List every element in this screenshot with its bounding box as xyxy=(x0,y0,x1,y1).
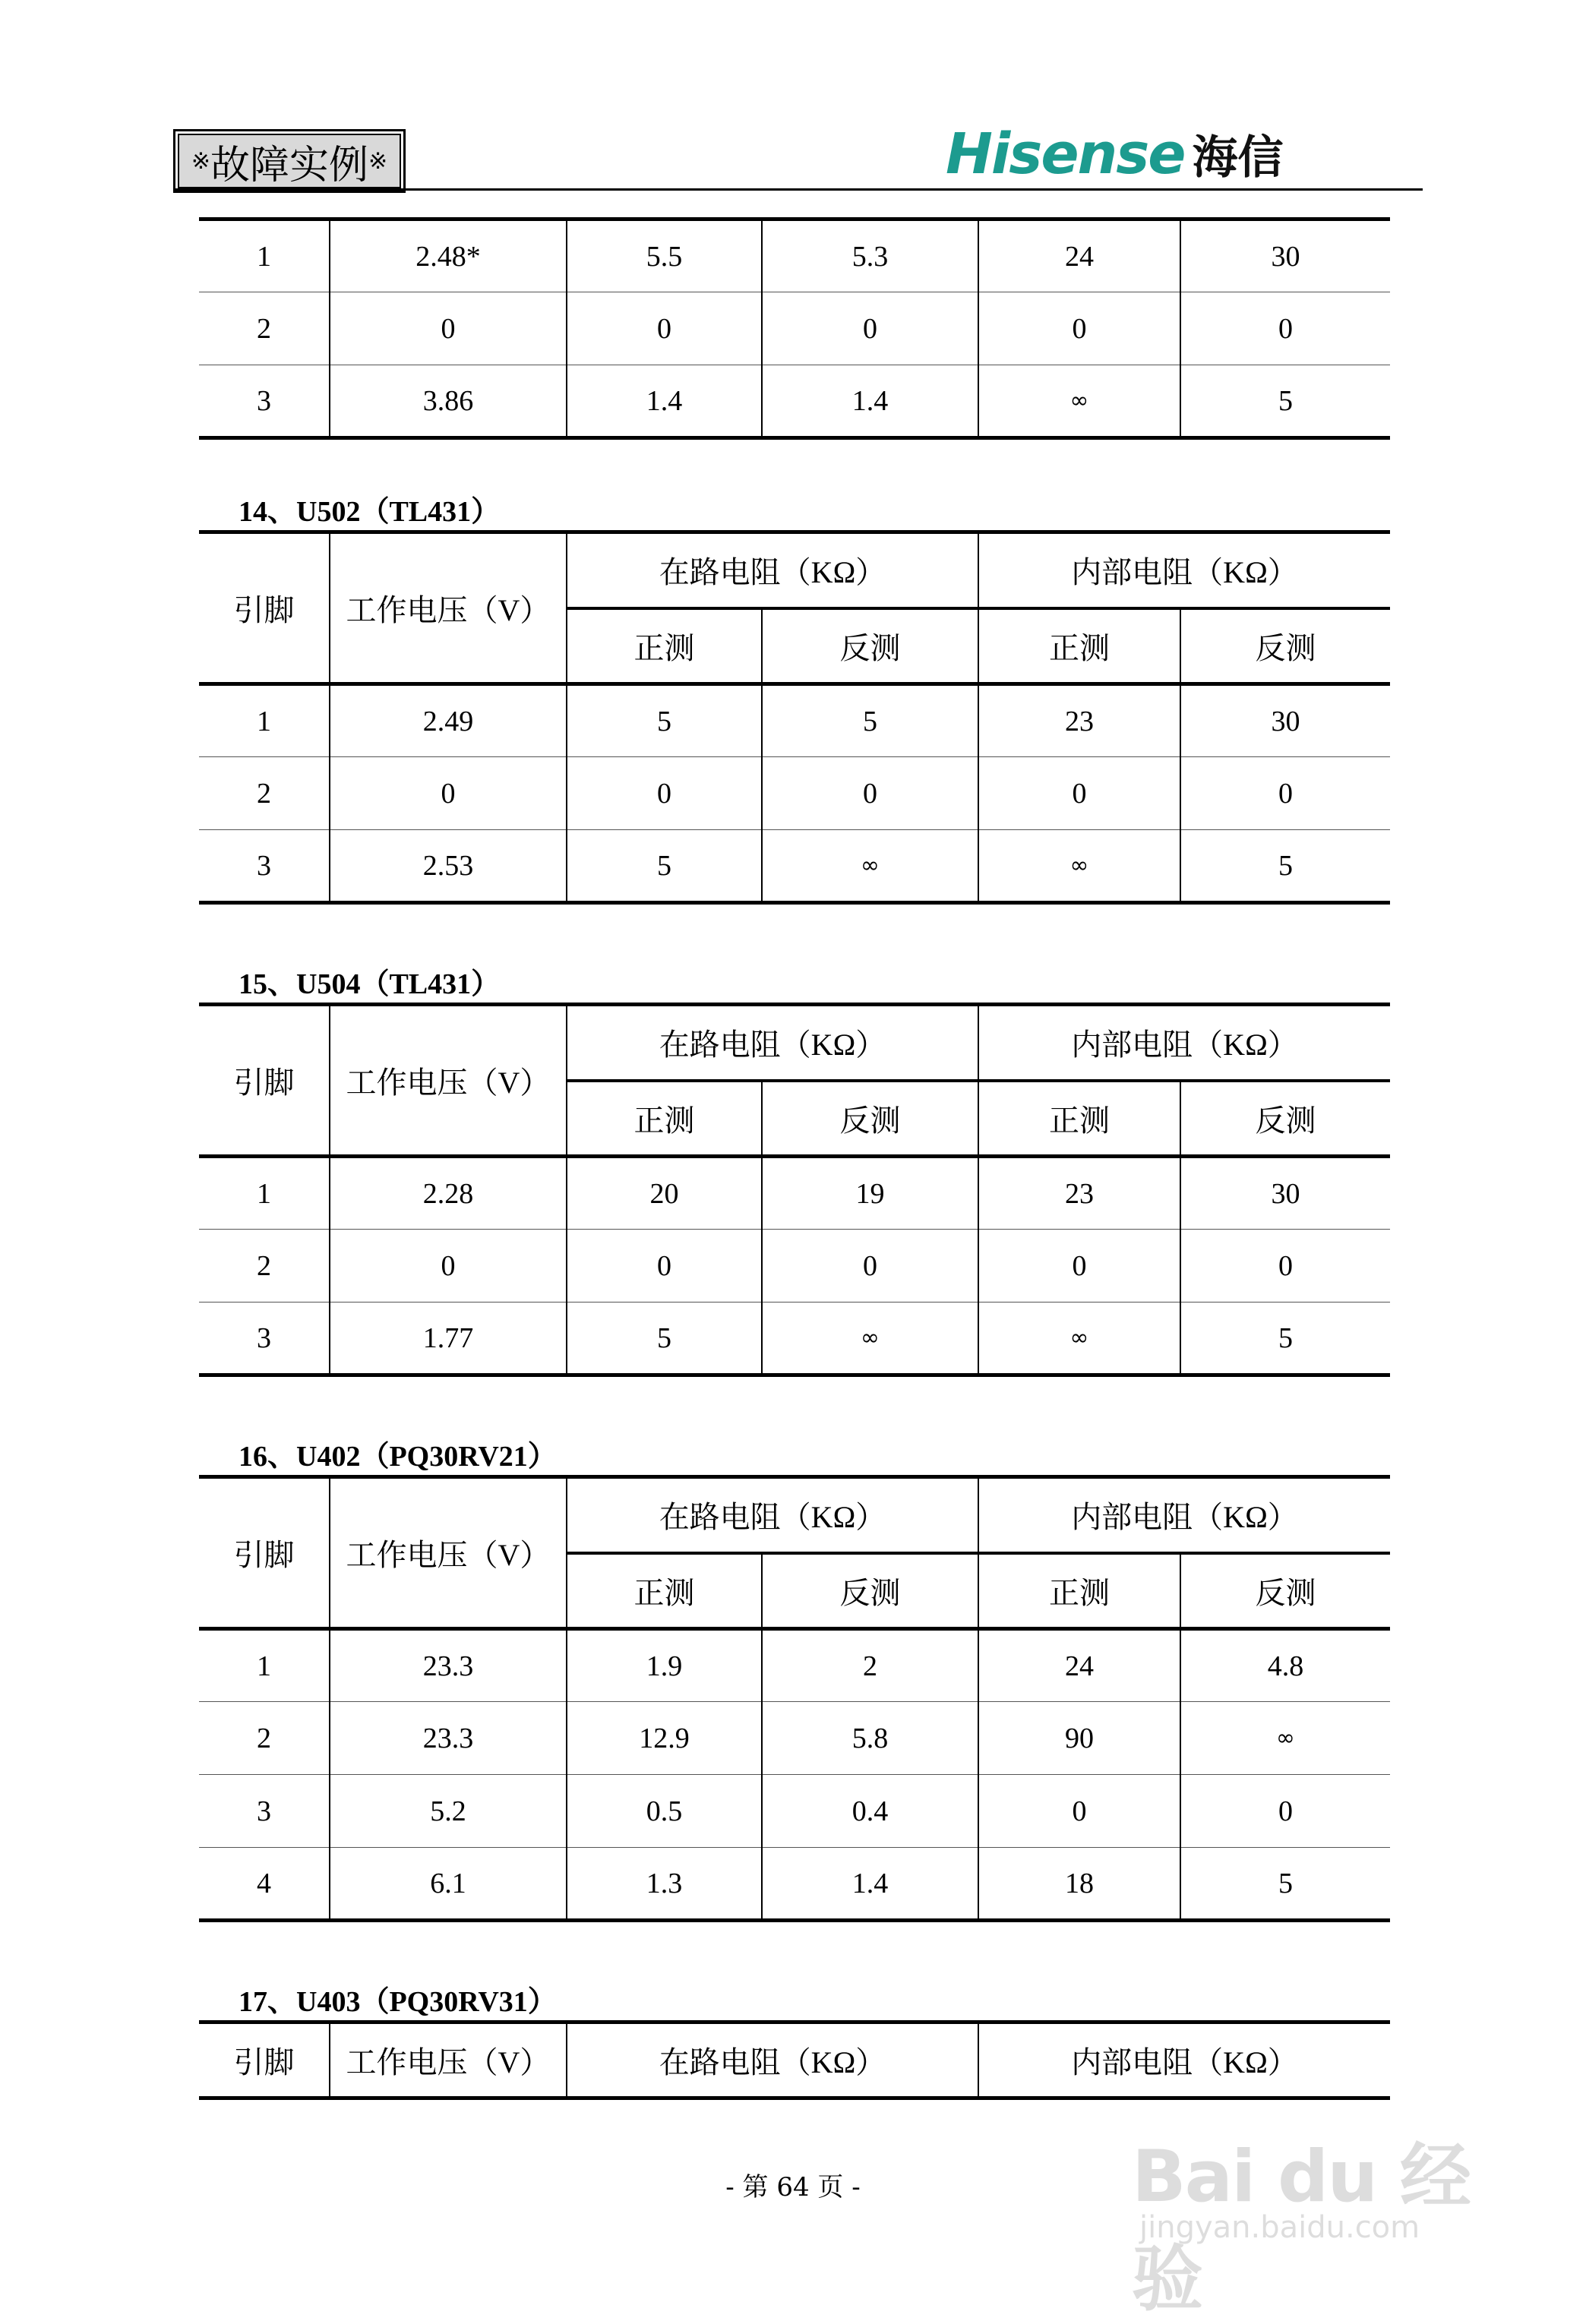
cell-inline-reverse: 5 xyxy=(762,684,978,757)
watermark-brand: Bai du 经验 xyxy=(1132,2136,1470,2321)
cell-inline-forward: 0.5 xyxy=(567,1775,762,1848)
cell-inline-forward: 1.4 xyxy=(567,365,762,438)
cell-inline-forward: 5 xyxy=(567,684,762,757)
logo-cjk: 海信 xyxy=(1192,131,1284,185)
cell-pin: 1 xyxy=(199,219,330,292)
header-voltage: 工作电压（V） xyxy=(330,1477,567,1629)
cell-internal-forward: ∞ xyxy=(978,365,1180,438)
cell-internal-reverse: 4.8 xyxy=(1180,1629,1390,1702)
header-row xyxy=(199,532,1390,608)
header-row xyxy=(199,2022,1390,2098)
table-row xyxy=(199,1775,1390,1848)
measurement-table xyxy=(199,2020,1390,2100)
measurement-table xyxy=(199,1003,1390,1377)
header-pin: 引脚 xyxy=(199,532,330,684)
cell-inline-forward: 0 xyxy=(567,757,762,830)
cell-internal-forward: ∞ xyxy=(978,1303,1180,1375)
baidu-watermark xyxy=(1132,2104,1489,2321)
cell-internal-forward: 0 xyxy=(978,1775,1180,1848)
section-title: 14、U502（TL431） xyxy=(239,496,501,528)
header-forward: 正测 xyxy=(567,1081,762,1157)
fault-example-tag xyxy=(173,129,406,193)
cell-inline-reverse: 0 xyxy=(762,1230,978,1303)
table-row xyxy=(199,1230,1390,1303)
header-inline-resistance: 在路电阻（KΩ） xyxy=(567,532,978,608)
hisense-logo xyxy=(946,122,1284,187)
cell-inline-reverse: 0 xyxy=(762,757,978,830)
cell-internal-reverse: 0 xyxy=(1180,1775,1390,1848)
header-reverse: 反测 xyxy=(1180,608,1390,684)
cell-internal-forward: 90 xyxy=(978,1702,1180,1775)
cell-inline-forward: 0 xyxy=(567,292,762,365)
header-forward: 正测 xyxy=(567,1553,762,1629)
cell-internal-reverse: 5 xyxy=(1180,1848,1390,1921)
cell-internal-reverse: 30 xyxy=(1180,1157,1390,1230)
section-u403 xyxy=(199,1984,1390,2100)
cell-inline-forward: 1.3 xyxy=(567,1848,762,1921)
cell-pin: 1 xyxy=(199,684,330,757)
page-number: - 第 64 页 - xyxy=(725,2172,861,2202)
header-forward: 正测 xyxy=(978,608,1180,684)
cell-inline-forward: 5 xyxy=(567,1303,762,1375)
cell-voltage: 5.2 xyxy=(330,1775,567,1848)
cell-voltage: 23.3 xyxy=(330,1629,567,1702)
table-row xyxy=(199,1702,1390,1775)
section-u402 xyxy=(199,1438,1390,1922)
cell-internal-forward: 23 xyxy=(978,1157,1180,1230)
header-row xyxy=(199,1477,1390,1553)
header-internal-resistance: 内部电阻（KΩ） xyxy=(978,2022,1390,2098)
cell-inline-forward: 5 xyxy=(567,830,762,903)
table-row xyxy=(199,365,1390,438)
header-voltage: 工作电压（V） xyxy=(330,2022,567,2098)
cell-internal-reverse: ∞ xyxy=(1180,1702,1390,1775)
cell-voltage: 0 xyxy=(330,757,567,830)
cell-internal-forward: 18 xyxy=(978,1848,1180,1921)
section-u502 xyxy=(199,494,1390,905)
header-inline-resistance: 在路电阻（KΩ） xyxy=(567,1005,978,1081)
table-row xyxy=(199,1157,1390,1230)
header-row xyxy=(199,1005,1390,1081)
header-reverse: 反测 xyxy=(1180,1081,1390,1157)
cell-inline-reverse: 0 xyxy=(762,292,978,365)
header-internal-resistance: 内部电阻（KΩ） xyxy=(978,1005,1390,1081)
section-title: 16、U402（PQ30RV21） xyxy=(239,1441,557,1473)
cell-voltage: 23.3 xyxy=(330,1702,567,1775)
section-u504 xyxy=(199,966,1390,1377)
cell-inline-forward: 20 xyxy=(567,1157,762,1230)
table-row xyxy=(199,1303,1390,1375)
cell-pin: 3 xyxy=(199,365,330,438)
header-reverse: 反测 xyxy=(762,608,978,684)
cell-pin: 2 xyxy=(199,292,330,365)
cell-voltage: 0 xyxy=(330,1230,567,1303)
watermark-url: jingyan.baidu.com xyxy=(1139,2210,1420,2245)
section-continued xyxy=(199,217,1390,440)
logo-latin: Hisense xyxy=(946,122,1185,187)
cell-internal-reverse: 5 xyxy=(1180,830,1390,903)
reference-mark-icon: ※ xyxy=(191,147,210,175)
tag-text: 故障实例 xyxy=(210,142,368,188)
cell-inline-reverse: ∞ xyxy=(762,830,978,903)
cell-inline-reverse: 0.4 xyxy=(762,1775,978,1848)
header-internal-resistance: 内部电阻（KΩ） xyxy=(978,532,1390,608)
cell-pin: 3 xyxy=(199,1775,330,1848)
table-row xyxy=(199,219,1390,292)
cell-inline-forward: 1.9 xyxy=(567,1629,762,1702)
cell-internal-forward: 24 xyxy=(978,1629,1180,1702)
table-row xyxy=(199,292,1390,365)
table-row xyxy=(199,1848,1390,1921)
cell-inline-reverse: 5.3 xyxy=(762,219,978,292)
cell-inline-reverse: ∞ xyxy=(762,1303,978,1375)
header-inline-resistance: 在路电阻（KΩ） xyxy=(567,2022,978,2098)
header-reverse: 反测 xyxy=(762,1553,978,1629)
cell-inline-forward: 12.9 xyxy=(567,1702,762,1775)
cell-internal-forward: 0 xyxy=(978,1230,1180,1303)
table-row xyxy=(199,684,1390,757)
cell-pin: 1 xyxy=(199,1629,330,1702)
cell-pin: 4 xyxy=(199,1848,330,1921)
cell-internal-forward: 0 xyxy=(978,292,1180,365)
cell-pin: 3 xyxy=(199,830,330,903)
cell-internal-reverse: 5 xyxy=(1180,1303,1390,1375)
header-reverse: 反测 xyxy=(762,1081,978,1157)
header-voltage: 工作电压（V） xyxy=(330,1005,567,1157)
cell-internal-forward: 24 xyxy=(978,219,1180,292)
table-row xyxy=(199,1629,1390,1702)
table-row xyxy=(199,830,1390,903)
cell-inline-forward: 0 xyxy=(567,1230,762,1303)
cell-voltage: 3.86 xyxy=(330,365,567,438)
cell-internal-reverse: 5 xyxy=(1180,365,1390,438)
cell-voltage: 2.53 xyxy=(330,830,567,903)
table-row xyxy=(199,757,1390,830)
measurement-table xyxy=(199,530,1390,905)
cell-internal-reverse: 30 xyxy=(1180,684,1390,757)
cell-internal-reverse: 0 xyxy=(1180,1230,1390,1303)
header-rule xyxy=(173,188,1423,191)
cell-inline-reverse: 1.4 xyxy=(762,1848,978,1921)
header-reverse: 反测 xyxy=(1180,1553,1390,1629)
header-forward: 正测 xyxy=(567,608,762,684)
header-forward: 正测 xyxy=(978,1081,1180,1157)
header-pin: 引脚 xyxy=(199,2022,330,2098)
reference-mark-icon: ※ xyxy=(368,147,388,175)
header-pin: 引脚 xyxy=(199,1005,330,1157)
cell-internal-reverse: 30 xyxy=(1180,219,1390,292)
section-title: 15、U504（TL431） xyxy=(239,968,501,1000)
cell-pin: 2 xyxy=(199,757,330,830)
cell-inline-reverse: 5.8 xyxy=(762,1702,978,1775)
header-forward: 正测 xyxy=(978,1553,1180,1629)
header-internal-resistance: 内部电阻（KΩ） xyxy=(978,1477,1390,1553)
continued-table xyxy=(199,217,1390,440)
cell-voltage: 6.1 xyxy=(330,1848,567,1921)
cell-inline-reverse: 2 xyxy=(762,1629,978,1702)
cell-voltage: 0 xyxy=(330,292,567,365)
cell-internal-reverse: 0 xyxy=(1180,757,1390,830)
cell-pin: 1 xyxy=(199,1157,330,1230)
cell-pin: 2 xyxy=(199,1702,330,1775)
header-voltage: 工作电压（V） xyxy=(330,532,567,684)
cell-internal-forward: ∞ xyxy=(978,830,1180,903)
cell-voltage: 1.77 xyxy=(330,1303,567,1375)
cell-voltage: 2.48* xyxy=(330,219,567,292)
header-inline-resistance: 在路电阻（KΩ） xyxy=(567,1477,978,1553)
cell-internal-forward: 23 xyxy=(978,684,1180,757)
cell-inline-reverse: 1.4 xyxy=(762,365,978,438)
cell-pin: 3 xyxy=(199,1303,330,1375)
cell-voltage: 2.49 xyxy=(330,684,567,757)
cell-internal-forward: 0 xyxy=(978,757,1180,830)
cell-pin: 2 xyxy=(199,1230,330,1303)
section-title: 17、U403（PQ30RV31） xyxy=(239,1986,557,2018)
cell-inline-forward: 5.5 xyxy=(567,219,762,292)
header-pin: 引脚 xyxy=(199,1477,330,1629)
measurement-table xyxy=(199,1475,1390,1922)
cell-voltage: 2.28 xyxy=(330,1157,567,1230)
cell-internal-reverse: 0 xyxy=(1180,292,1390,365)
cell-inline-reverse: 19 xyxy=(762,1157,978,1230)
